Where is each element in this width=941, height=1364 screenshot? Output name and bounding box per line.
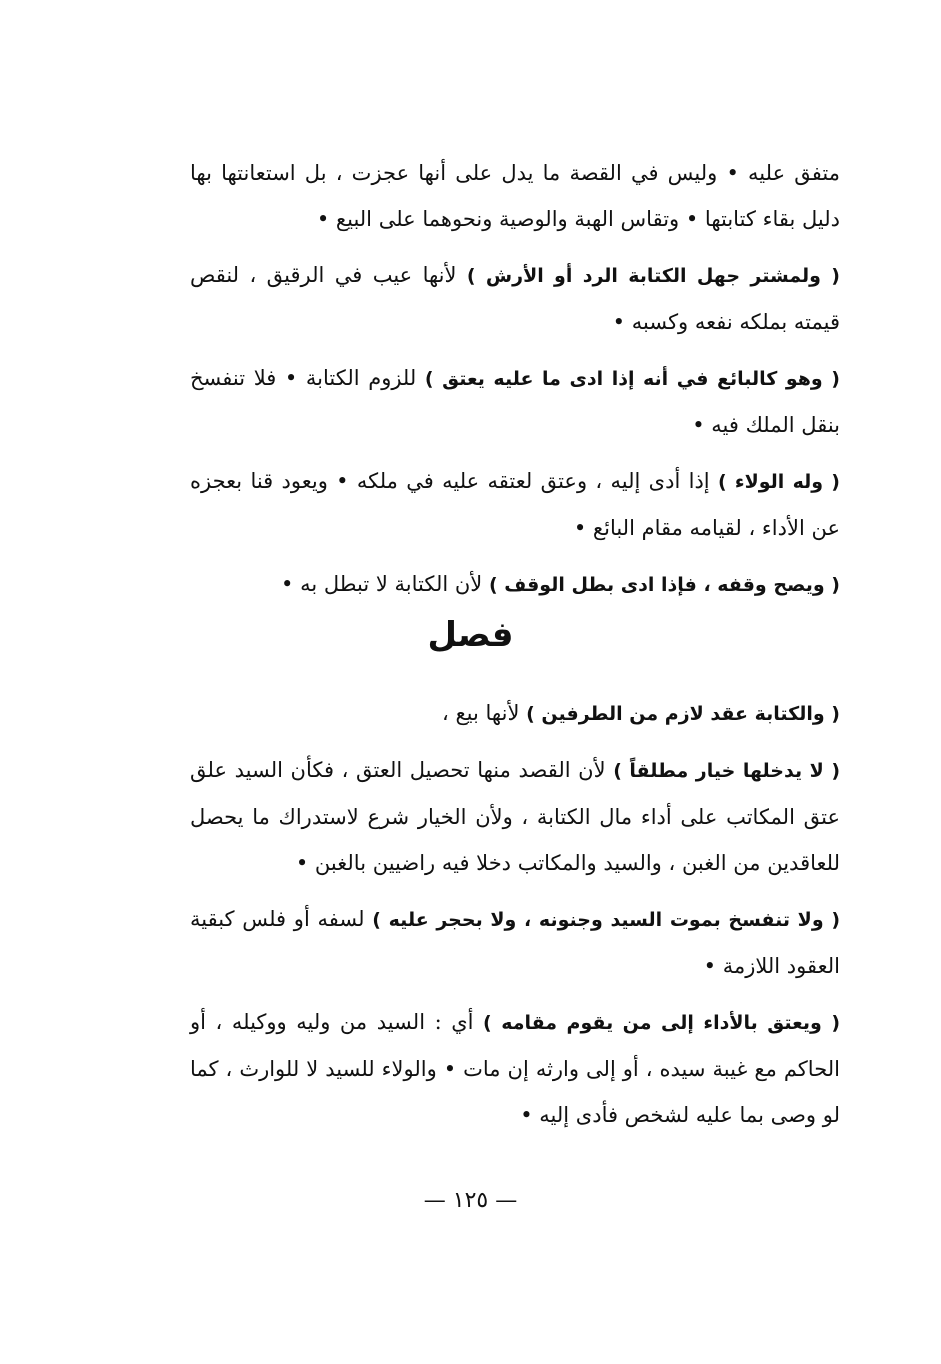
paragraph-3 xyxy=(190,355,840,448)
matn-text: ( ولمشتر جهل الكتابة الرد أو الأرش ) xyxy=(466,265,840,287)
sharh-text: لأن القصد منها تحصيل العتق ، فكأن السيد علق عتق المكاتب على أداء مال الكتابة ، ولأن الخيار شرع لاستدراك ما يحصل للعاقدين من الغبن ، والسيد والمكاتب دخلا فيه راضيين بالغبن • xyxy=(190,758,840,875)
paragraph-8 xyxy=(190,896,840,989)
sharh-text: لأن الكتابة لا تبطل به • xyxy=(281,572,489,596)
text-section-1 xyxy=(190,150,840,618)
matn-text: ( والكتابة عقد لازم من الطرفين ) xyxy=(526,703,840,725)
section-heading: فصل xyxy=(427,615,514,655)
paragraph-6 xyxy=(190,690,840,737)
paragraph-9 xyxy=(190,999,840,1138)
paragraph-5 xyxy=(190,561,840,608)
matn-text: ( وله الولاء ) xyxy=(717,471,840,493)
matn-text: ( ويصح وقفه ، فإذا ادى بطل الوقف ) xyxy=(488,574,840,596)
sharh-text: لأنها عيب في الرقيق ، لنقص قيمته بملكه نفعه وكسبه • xyxy=(190,263,840,334)
matn-text: ( ولا تنفسخ بموت السيد وجنونه ، ولا بحجر عليه ) xyxy=(372,909,840,931)
sharh-text: لسفه أو فلس كبقية العقود اللازمة • xyxy=(190,907,840,978)
paragraph-2 xyxy=(190,252,840,345)
page-number: — ١٢٥ — xyxy=(423,1188,518,1213)
sharh-text: لأنها بيع ، xyxy=(442,701,527,725)
matn-text: ( لا يدخلها خيار مطلقاً ) xyxy=(613,760,840,782)
paragraph-1 xyxy=(190,150,840,242)
text-section-2 xyxy=(190,690,840,1148)
paragraph-7 xyxy=(190,747,840,886)
paragraph-4 xyxy=(190,458,840,551)
sharh-text: أي : السيد من وليه ووكيله ، أو الحاكم مع غيبة سيده ، أو إلى وارثه إن مات • والولاء للسيد لا للوارث ، كما لو وصى بما عليه لشخص فأدى إليه • xyxy=(190,1010,840,1127)
matn-text: ( وهو كالبائع في أنه إذا ادى ما عليه يعتق ) xyxy=(424,368,840,390)
sharh-text: إذا أدى إليه ، وعتق لعتقه عليه في ملكه • ويعود قنا بعجزه عن الأداء ، لقيامه مقام البائع • xyxy=(190,469,840,540)
matn-text: ( ويعتق بالأداء إلى من يقوم مقامه ) xyxy=(483,1012,840,1034)
sharh-text: للزوم الكتابة • فلا تنفسخ بنقل الملك فيه • xyxy=(190,366,840,437)
paragraph-text: متفق عليه • وليس في القصة ما يدل على أنها عجزت ، بل استعانتها بها دليل بقاء كتابتها • وتقاس الهبة والوصية ونحوهما على البيع • xyxy=(190,161,840,231)
